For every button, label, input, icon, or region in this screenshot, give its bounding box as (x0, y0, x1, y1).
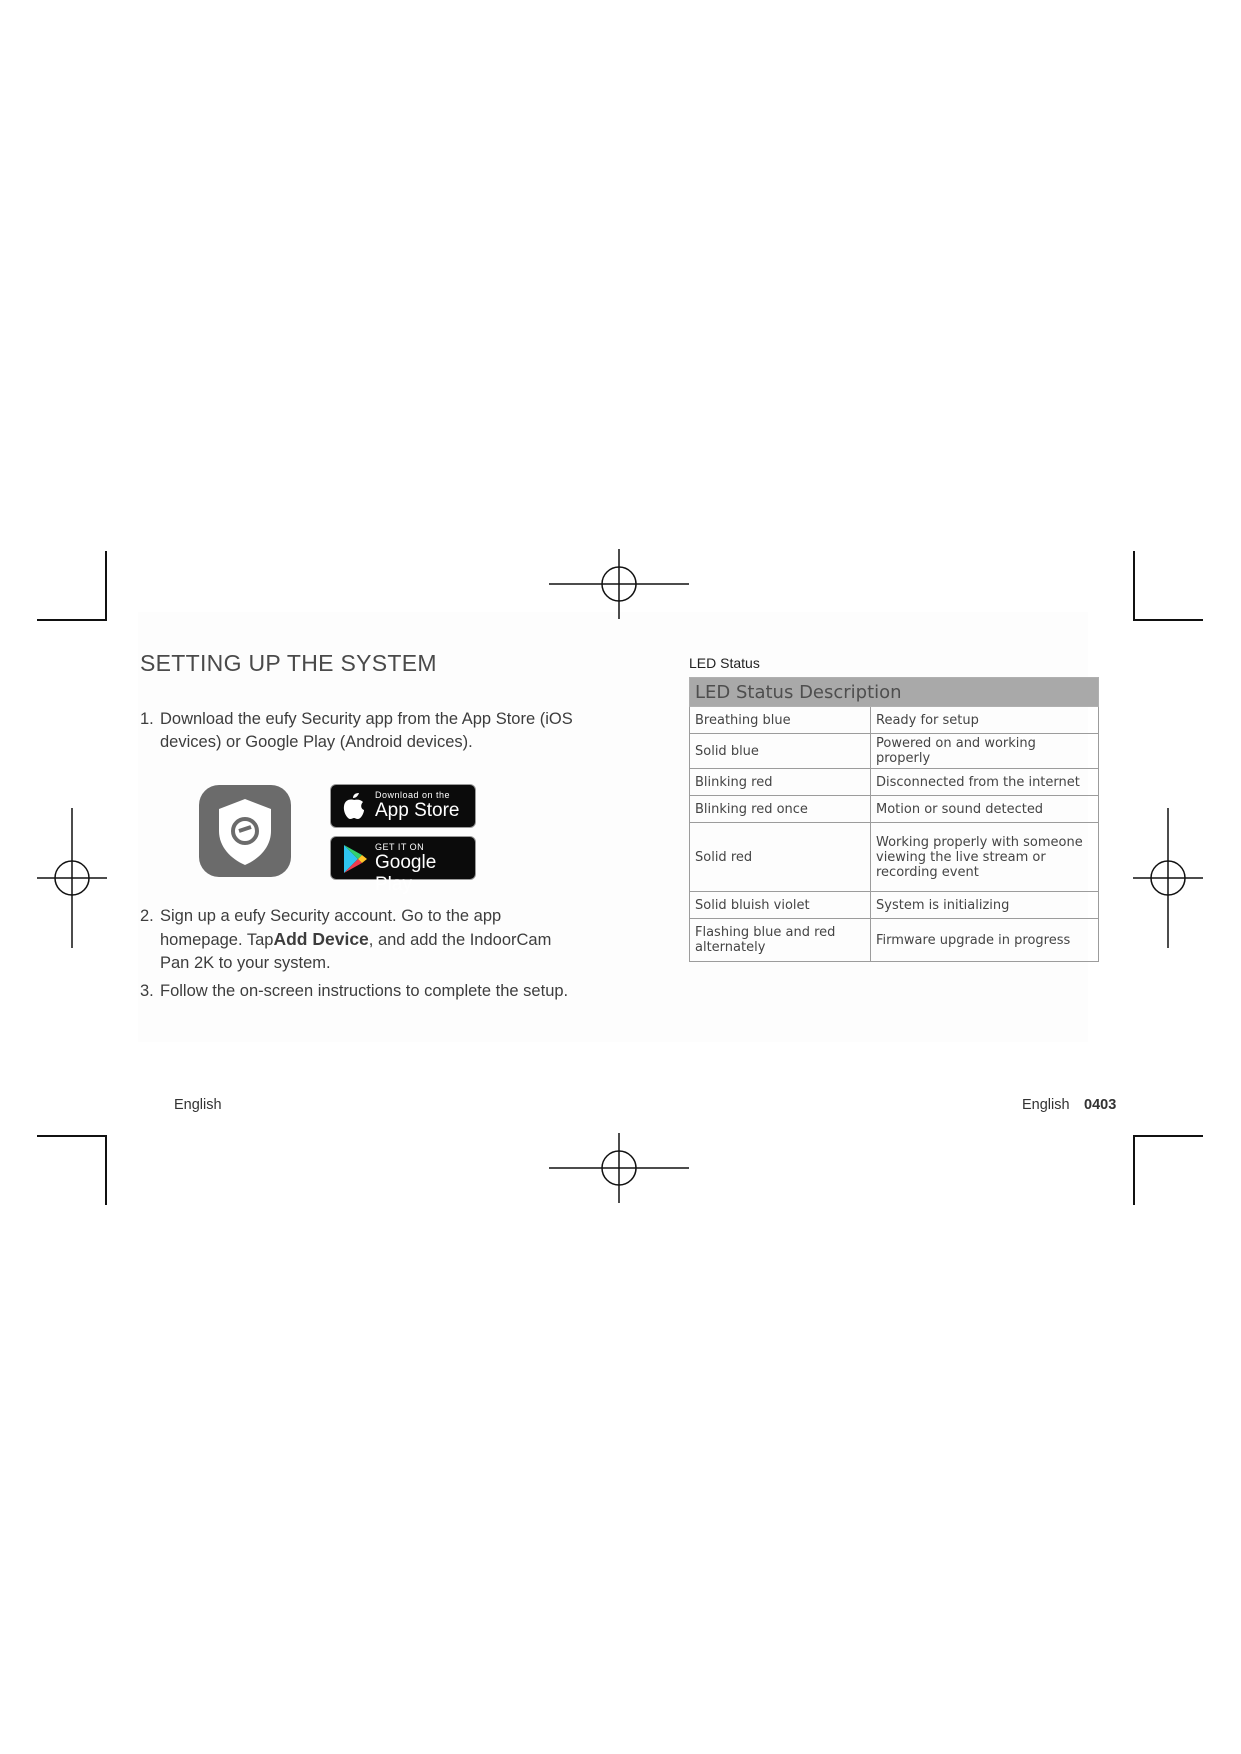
led-status-cell: Blinking red (690, 769, 871, 796)
step-text-part: , and add the IndoorCam Pan 2K to your system. (160, 931, 552, 972)
setup-step-1 (140, 708, 580, 754)
footer-language-left: English (174, 1097, 222, 1113)
registration-mark-right (1133, 808, 1203, 948)
registration-mark-top (549, 549, 689, 619)
table-caption: LED Status (689, 655, 760, 671)
led-status-cell: Flashing blue and red alternately (690, 919, 871, 962)
led-status-cell: Breathing blue (690, 707, 871, 734)
badge-caption: Download on the (375, 790, 451, 800)
badge-caption: GET IT ON (375, 842, 425, 852)
led-status-table (689, 677, 1099, 962)
registration-mark-bottom (549, 1133, 689, 1203)
app-store-badge[interactable] (330, 784, 476, 828)
led-description-cell: Ready for setup (871, 707, 1099, 734)
table-row (690, 734, 1099, 769)
apple-icon (341, 791, 367, 826)
led-description-cell: Powered on and working properly (871, 734, 1099, 769)
led-status-cell: Solid bluish violet (690, 892, 871, 919)
page-number: 0403 (1084, 1097, 1117, 1113)
table-row (690, 919, 1099, 962)
led-description-cell: Working properly with someone viewing the live stream or recording event (871, 823, 1099, 892)
step-text: Follow the on-screen instructions to complete the setup. (160, 982, 569, 1000)
badge-store-name: App Store (375, 800, 460, 821)
setup-step-2 (140, 905, 580, 975)
led-description-cell: Motion or sound detected (871, 796, 1099, 823)
table-row (690, 823, 1099, 892)
registration-mark-left (37, 808, 107, 948)
eufy-security-app-icon (199, 785, 291, 877)
step-text: Download the eufy Security app from the App Store (iOS devices) or Google Play (Android devices). (160, 710, 573, 751)
table-row (690, 892, 1099, 919)
badge-store-name: Google Play (375, 852, 437, 895)
step-number: 2. (140, 907, 154, 925)
google-play-icon (341, 843, 369, 880)
led-status-cell: Solid red (690, 823, 871, 892)
setup-step-3 (140, 980, 580, 1003)
led-status-cell: Solid blue (690, 734, 871, 769)
table-header: LED Status Description (690, 678, 1099, 707)
table-row (690, 707, 1099, 734)
step-number: 3. (140, 982, 154, 1000)
led-description-cell: Disconnected from the internet (871, 769, 1099, 796)
google-play-badge[interactable] (330, 836, 476, 895)
step-text-part: Sign up a eufy Security account. Go to the app homepage. Tap (160, 907, 502, 949)
step-text (160, 905, 580, 975)
crop-mark-bottom-left (37, 1135, 107, 1205)
add-device-label: Add Device (273, 929, 369, 949)
crop-mark-bottom-right (1133, 1135, 1203, 1205)
crop-mark-top-right (1133, 551, 1203, 621)
table-row (690, 769, 1099, 796)
led-description-cell: System is initializing (871, 892, 1099, 919)
led-description-cell: Firmware upgrade in progress (871, 919, 1099, 962)
table-row (690, 796, 1099, 823)
crop-mark-top-left (37, 551, 107, 621)
table-header-row (690, 678, 1099, 707)
led-status-cell: Blinking red once (690, 796, 871, 823)
page-title: SETTING UP THE SYSTEM (140, 650, 437, 676)
step-number: 1. (140, 710, 154, 728)
footer-language-right: English (1022, 1097, 1070, 1113)
